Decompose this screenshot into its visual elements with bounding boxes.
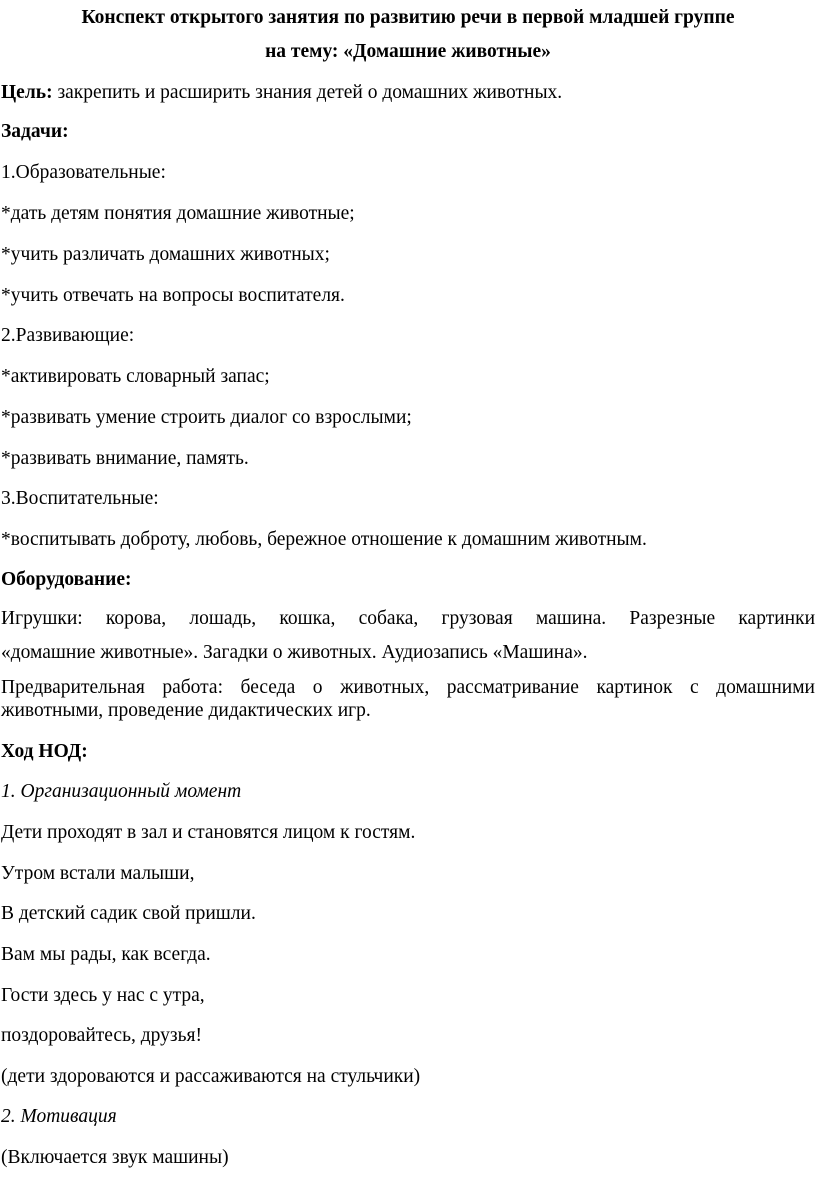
developing-item: *развивать умение строить диалог со взрослыми; xyxy=(1,407,412,428)
preliminary-paragraph xyxy=(1,676,815,722)
upbringing-heading: 3.Воспитательные: xyxy=(1,488,159,509)
course-line: Дети проходят в зал и становятся лицом к гостям. xyxy=(1,822,416,843)
course-line: (дети здороваются и рассаживаются на стульчики) xyxy=(1,1066,421,1087)
goal-text: закрепить и расширить знания детей о домашних животных. xyxy=(52,82,563,103)
poem-line: Утром встали малыши, xyxy=(1,863,195,884)
section-motivation: 2. Мотивация xyxy=(1,1106,117,1127)
course-heading: Ход НОД: xyxy=(1,741,88,762)
poem-line: В детский садик свой пришли. xyxy=(1,903,256,924)
course-last-line: (Включается звук машины) xyxy=(1,1147,229,1168)
section-organizational: 1. Организационный момент xyxy=(1,781,242,802)
educational-item: *учить отвечать на вопросы воспитателя. xyxy=(1,285,345,306)
preliminary-line-1: Предварительная работа: беседа о животных, рассматривание картинок с домашними xyxy=(1,677,815,698)
equipment-heading: Оборудование: xyxy=(1,569,132,590)
educational-item: *учить различать домашних животных; xyxy=(1,244,330,265)
developing-item: *развивать внимание, память. xyxy=(1,448,249,469)
equipment-line-2: «домашние животные». Загадки о животных. Аудиозапись «Машина». xyxy=(1,642,588,663)
developing-item: *активировать словарный запас; xyxy=(1,366,270,387)
goal-paragraph xyxy=(1,81,815,104)
upbringing-item: *воспитывать доброту, любовь, бережное отношение к домашним животным. xyxy=(1,529,647,550)
educational-heading: 1.Образовательные: xyxy=(1,162,166,183)
equipment-line-1: Игрушки: корова, лошадь, кошка, собака, грузовая машина. Разрезные картинки xyxy=(1,608,815,629)
poem-line: Вам мы рады, как всегда. xyxy=(1,944,211,965)
goal-label: Цель: xyxy=(1,82,53,103)
educational-item: *дать детям понятия домашние животные; xyxy=(1,203,355,224)
tasks-heading: Задачи: xyxy=(1,121,69,142)
poem-line: поздоровайтесь, друзья! xyxy=(1,1025,202,1046)
equipment-paragraph xyxy=(1,607,815,664)
developing-heading: 2.Развивающие: xyxy=(1,325,135,346)
poem-line: Гости здесь у нас с утра, xyxy=(1,985,205,1006)
title-line-1: Конспект открытого занятия по развитию речи в первой младшей группе xyxy=(81,7,735,28)
preliminary-line-2: животными, проведение дидактических игр. xyxy=(1,700,371,721)
title-line-2: на тему: «Домашние животные» xyxy=(265,41,551,62)
